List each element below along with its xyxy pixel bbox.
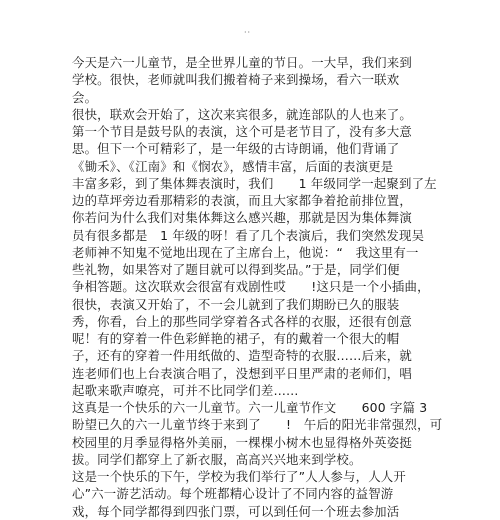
article-line: 会。 <box>72 89 98 105</box>
article-line: 呢！有的穿着一件色彩鲜艳的裙子，有的戴着一个很大的帽 <box>72 331 400 346</box>
article-line: 第一个节目是鼓号队的表演，这个可是老节目了，没有多大意 <box>72 124 412 139</box>
article-line: 《锄禾》、《江南》和《悯农》，感情丰富，后面的表演更是 <box>72 158 394 174</box>
article-line: 很快，联欢会开始了，这次来宾很多，就连部队的人也来了。 <box>72 106 412 122</box>
article-line: 这真是一个快乐的六一儿童节。六一儿童节作文 600 字篇 3 <box>72 400 428 415</box>
article-line: 老师神不知鬼不觉地出现在了主席台上，他说：“ 我这里有一 <box>72 244 419 260</box>
article-line: 边的草坪旁边看那精彩的表演，而且大家都争着抢前排位置， <box>72 193 412 208</box>
article-line: 员有很多都是 1 年级的呀！看了几个表演后，我们突然发现吴 <box>72 227 425 243</box>
article-line: 这是一个快乐的下午，学校为我们举行了”人人参与，人人开 <box>72 469 406 484</box>
article-line: 思。但下一个可精彩了，是一年级的古诗朗诵，他们背诵了 <box>72 141 400 157</box>
article-line: 起歌来歌声嘹亮，可并不比同学们差…… <box>72 382 299 398</box>
header-mark: ·· <box>244 28 252 37</box>
article-line: 连老师们也上台表演合唱了，没想到平日里严肃的老师们，唱 <box>72 365 412 381</box>
article-line: 丰富多彩，到了集体舞表演时，我们 1 年级同学一起聚到了左 <box>72 175 437 191</box>
article-line: 心”六一游艺活动。每个班都精心设计了不同内容的益智游 <box>72 486 394 502</box>
article-line: 子，还有的穿着一件用纸做的、造型奇特的衣服……后来，就 <box>72 348 412 364</box>
article-line: 校园里的月季显得格外美丽，一棵棵小树木也显得格外英姿挺 <box>72 434 412 450</box>
article-line: 戏，每个同学都得到四张门票，可以到任何一个班去参加活 <box>72 503 400 519</box>
article-line: 拔。同学们都穿上了新衣服，高高兴兴地来到学校。 <box>72 451 362 467</box>
article-line: 你若问为什么我们对集体舞这么感兴趣，那就是因为集体舞演 <box>72 210 412 226</box>
article-line: 学校。很快，老师就叫我们搬着椅子来到操场，看六一联欢 <box>72 72 400 88</box>
article-line: 今天是六一儿童节，是全世界儿童的节日。一大早，我们来到 <box>72 55 412 70</box>
article-body <box>72 54 443 520</box>
article-line: 很快，表演又开始了，不一会儿就到了我们期盼已久的服装 <box>72 296 400 312</box>
article-line: 争相答题。这次联欢会很富有戏剧性哎 !这只是一个小插曲， <box>72 279 430 295</box>
article-line: 盼望已久的六一儿童节终于来到了 ! 午后的阳光非常强烈，可 <box>72 417 443 433</box>
article-line: 些礼物，如果答对了题目就可以得到奖品。”于是，同学们便 <box>72 262 400 277</box>
article-line: 秀，你看，台上的那些同学穿着各式各样的衣服，还很有创意 <box>72 313 412 329</box>
